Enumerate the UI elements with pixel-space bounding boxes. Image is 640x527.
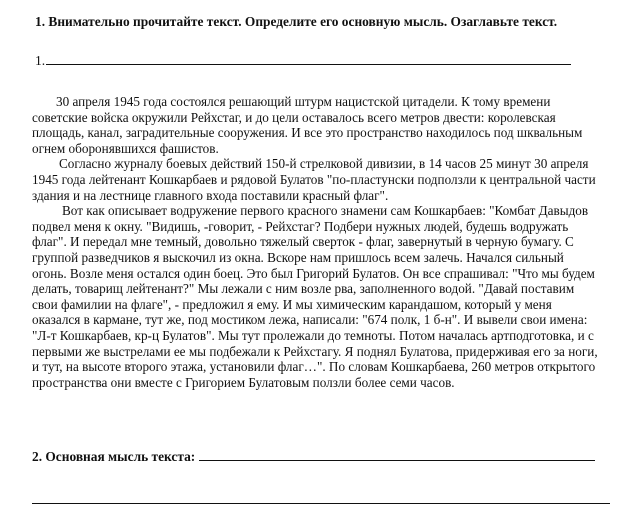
paragraph-2: Согласно журналу боевых действий 150-й стрелковой дивизии, в 14 часов 25 минут 30 апреля 1945 года лейтенант Кошкарбаев и рядовой Булатов "по-пластунски подползли к центральной части здания и на лестнице главного входа поставили красный флаг". — [32, 156, 596, 203]
paragraph-3: Вот как описывает водружение первого красного знамени сам Кошкарбаев: "Комбат Давыдов подвел меня к окну. "Видишь, -говорит, - Рейхстаг? Подбери нужных людей, будешь водружать флаг". И передал мне темный, довольно тяжелый сверток - флаг, завернутый в черную бумагу. С группой разведчиков я выскочил из окна. Вскоре нам пришлось всем залечь. Начался сильный огонь. Возле меня остался один боец. Это был Григорий Булатов. Он все спрашивал: "Что мы будем делать, товарищ лейтенант?" Мы лежали с ним возле рва, заполненного водой. "Давай поставим свои фамилии на флаге", - предложил я ему. И мы химическим карандашом, который у меня оказался в кармане, тут же, под мостиком лежа, написали: "674 полк, 1 б-н". И вывели свои имена: "Л-т Кошкарбаев, кр-ц Булатов". Мы тут пролежали до темноты. Потом началась артподготовка, и с первыми же выстрелами ее мы подбежали к Рейхстагу. Я поднял Булатова, придерживая его за ноги, и тут, на высоте второго этажа, установили флаг…". По словам Кошкарбаева, 260 метров открытого пространства они вместе с Григорием Булатовым ползли более семи часов. — [32, 203, 598, 390]
answer-number: 1. — [35, 53, 46, 68]
reading-text — [32, 94, 598, 390]
task-2-label: 2. Основная мысль текста: — [32, 449, 196, 464]
task-1-instruction: 1. Внимательно прочитайте текст. Определите его основную мысль. Озаглавьте текст. — [35, 14, 558, 29]
paragraph-1: 30 апреля 1945 года состоялся решающий штурм нацистской цитадели. К тому времени советские войска окружили Рейхстаг, и до цели оставалось всего метров двести: королевская площадь, канал, заградительные сооружения. И все это пространство находилось под шквальным огнем оборонявшихся фашистов. — [32, 94, 583, 156]
answer-line[interactable] — [46, 52, 571, 65]
task-2-field[interactable] — [32, 448, 612, 465]
extra-answer-line[interactable] — [32, 503, 610, 504]
task-2-answer-line[interactable] — [199, 448, 595, 461]
task-1-answer-field[interactable] — [35, 52, 575, 69]
